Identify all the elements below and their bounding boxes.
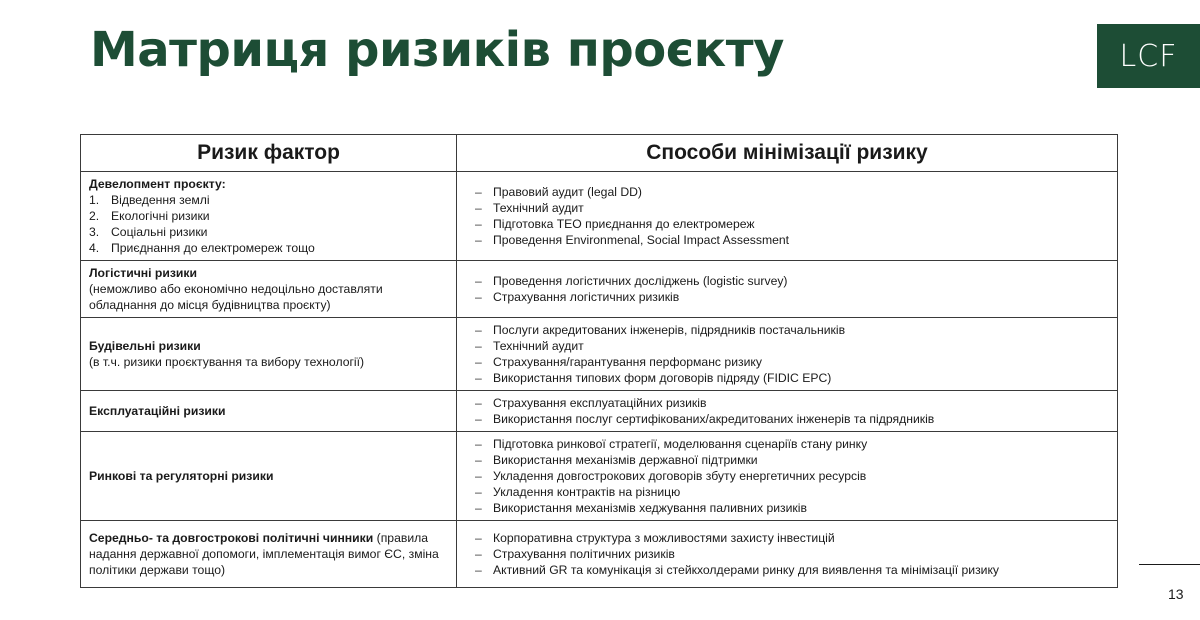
mitigation-text: Технічний аудит bbox=[493, 201, 584, 215]
risk-title: Логістичні ризики bbox=[89, 266, 197, 280]
dash-bullet: – bbox=[475, 274, 482, 288]
item-number: 2. bbox=[89, 209, 100, 223]
table-row bbox=[81, 432, 1118, 521]
mitigation-cell bbox=[457, 318, 1118, 391]
dash-bullet: – bbox=[475, 437, 482, 451]
mitigation-text: Послуги акредитованих інженерів, підрядників постачальників bbox=[493, 323, 846, 337]
logo-text: LCF bbox=[1119, 38, 1178, 74]
mitigation-list bbox=[465, 395, 1109, 427]
mitigation-text: Підготовка ринкової стратегії, моделювання сценаріїв стану ринку bbox=[493, 437, 868, 451]
table-row bbox=[81, 521, 1118, 588]
mitigation-text: Страхування логістичних ризиків bbox=[493, 290, 680, 304]
list-item bbox=[475, 289, 1109, 305]
footer-divider bbox=[1139, 564, 1200, 565]
dash-bullet: – bbox=[475, 531, 482, 545]
risk-cell bbox=[81, 432, 457, 521]
list-item bbox=[475, 562, 1109, 578]
mitigation-cell bbox=[457, 432, 1118, 521]
item-text: Приєднання до електромереж тощо bbox=[111, 241, 315, 255]
dash-bullet: – bbox=[475, 485, 482, 499]
dash-bullet: – bbox=[475, 412, 482, 426]
risk-cell bbox=[81, 261, 457, 318]
list-item bbox=[89, 240, 448, 256]
mitigation-list bbox=[465, 184, 1109, 248]
list-item bbox=[475, 184, 1109, 200]
page-title: Матриця ризиків проєкту bbox=[90, 22, 784, 78]
risk-note: (неможливо або економічно недоцільно доставляти обладнання до місця будівництва проєкту) bbox=[89, 282, 383, 312]
mitigation-text: Страхування/гарантування перформанс ризику bbox=[493, 355, 762, 369]
mitigation-cell bbox=[457, 391, 1118, 432]
dash-bullet: – bbox=[475, 339, 482, 353]
mitigation-cell bbox=[457, 521, 1118, 588]
dash-bullet: – bbox=[475, 501, 482, 515]
mitigation-text: Корпоративна структура з можливостями захисту інвестицій bbox=[493, 531, 835, 545]
list-item bbox=[475, 468, 1109, 484]
list-item bbox=[475, 452, 1109, 468]
risk-title: Девелопмент проєкту: bbox=[89, 177, 226, 191]
mitigation-cell bbox=[457, 172, 1118, 261]
list-item bbox=[475, 546, 1109, 562]
table-row bbox=[81, 391, 1118, 432]
dash-bullet: – bbox=[475, 563, 482, 577]
list-item bbox=[475, 200, 1109, 216]
mitigation-text: Проведення Environmenal, Social Impact Assessment bbox=[493, 233, 790, 247]
dash-bullet: – bbox=[475, 547, 482, 561]
mitigation-text: Укладення контрактів на різницю bbox=[493, 485, 681, 499]
mitigation-text: Використання механізмів державної підтримки bbox=[493, 453, 758, 467]
table-row bbox=[81, 172, 1118, 261]
list-item bbox=[475, 484, 1109, 500]
list-item bbox=[475, 354, 1109, 370]
mitigation-text: Страхування експлуатаційних ризиків bbox=[493, 396, 707, 410]
list-item bbox=[475, 530, 1109, 546]
risk-cell bbox=[81, 172, 457, 261]
list-item bbox=[475, 500, 1109, 516]
risk-matrix-table bbox=[80, 134, 1118, 588]
dash-bullet: – bbox=[475, 217, 482, 231]
risk-cell bbox=[81, 318, 457, 391]
header-risk-factor: Ризик фактор bbox=[81, 135, 457, 172]
list-item bbox=[89, 192, 448, 208]
risk-title: Експлуатаційні ризики bbox=[89, 404, 226, 418]
dash-bullet: – bbox=[475, 355, 482, 369]
mitigation-text: Правовий аудит (legal DD) bbox=[493, 185, 642, 199]
dash-bullet: – bbox=[475, 453, 482, 467]
item-text: Соціальні ризики bbox=[111, 225, 208, 239]
table-row bbox=[81, 318, 1118, 391]
mitigation-text: Використання послуг сертифікованих/акредитованих інженерів та підрядників bbox=[493, 412, 935, 426]
list-item bbox=[475, 395, 1109, 411]
item-text: Відведення землі bbox=[111, 193, 210, 207]
item-text: Екологічні ризики bbox=[111, 209, 210, 223]
header-mitigation: Способи мінімізації ризику bbox=[457, 135, 1118, 172]
table-header-row bbox=[81, 135, 1118, 172]
mitigation-list bbox=[465, 273, 1109, 305]
risk-title: Будівельні ризики bbox=[89, 339, 201, 353]
mitigation-text: Укладення довгострокових договорів збуту енергетичних ресурсів bbox=[493, 469, 867, 483]
mitigation-list bbox=[465, 322, 1109, 386]
dash-bullet: – bbox=[475, 396, 482, 410]
list-item bbox=[475, 322, 1109, 338]
risk-title: Ринкові та регуляторні ризики bbox=[89, 469, 274, 483]
item-number: 3. bbox=[89, 225, 100, 239]
page-number: 13 bbox=[1168, 586, 1184, 602]
list-item bbox=[475, 436, 1109, 452]
list-item bbox=[475, 273, 1109, 289]
risk-note: (правила надання державної допомоги, імплементація вимог ЄС, зміна політики держави тощо) bbox=[89, 531, 439, 577]
risk-items-list bbox=[89, 192, 448, 256]
mitigation-text: Проведення логістичних досліджень (logistic survey) bbox=[493, 274, 788, 288]
item-number: 4. bbox=[89, 241, 100, 255]
mitigation-list bbox=[465, 530, 1109, 578]
list-item bbox=[475, 338, 1109, 354]
dash-bullet: – bbox=[475, 323, 482, 337]
item-number: 1. bbox=[89, 193, 100, 207]
list-item bbox=[475, 216, 1109, 232]
logo bbox=[1097, 24, 1200, 88]
mitigation-text: Використання типових форм договорів підряду (FIDIC EPC) bbox=[493, 371, 832, 385]
mitigation-text: Активний GR та комунікація зі стейкхолдерами ринку для виявлення та мінімізації ризику bbox=[493, 563, 1000, 577]
dash-bullet: – bbox=[475, 469, 482, 483]
mitigation-text: Технічний аудит bbox=[493, 339, 584, 353]
mitigation-list bbox=[465, 436, 1109, 516]
mitigation-text: Підготовка ТЕО приєднання до електромереж bbox=[493, 217, 755, 231]
list-item bbox=[475, 411, 1109, 427]
list-item bbox=[89, 208, 448, 224]
dash-bullet: – bbox=[475, 371, 482, 385]
risk-cell bbox=[81, 521, 457, 588]
dash-bullet: – bbox=[475, 233, 482, 247]
table-row bbox=[81, 261, 1118, 318]
dash-bullet: – bbox=[475, 290, 482, 304]
risk-description bbox=[89, 530, 448, 578]
list-item bbox=[475, 232, 1109, 248]
risk-note: (в т.ч. ризики проєктування та вибору технології) bbox=[89, 355, 365, 369]
mitigation-text: Використання механізмів хеджування паливних ризиків bbox=[493, 501, 807, 515]
dash-bullet: – bbox=[475, 201, 482, 215]
list-item bbox=[475, 370, 1109, 386]
risk-title: Середньо- та довгострокові політичні чинники bbox=[89, 531, 374, 545]
mitigation-text: Страхування політичних ризиків bbox=[493, 547, 675, 561]
dash-bullet: – bbox=[475, 185, 482, 199]
risk-cell bbox=[81, 391, 457, 432]
mitigation-cell bbox=[457, 261, 1118, 318]
list-item bbox=[89, 224, 448, 240]
